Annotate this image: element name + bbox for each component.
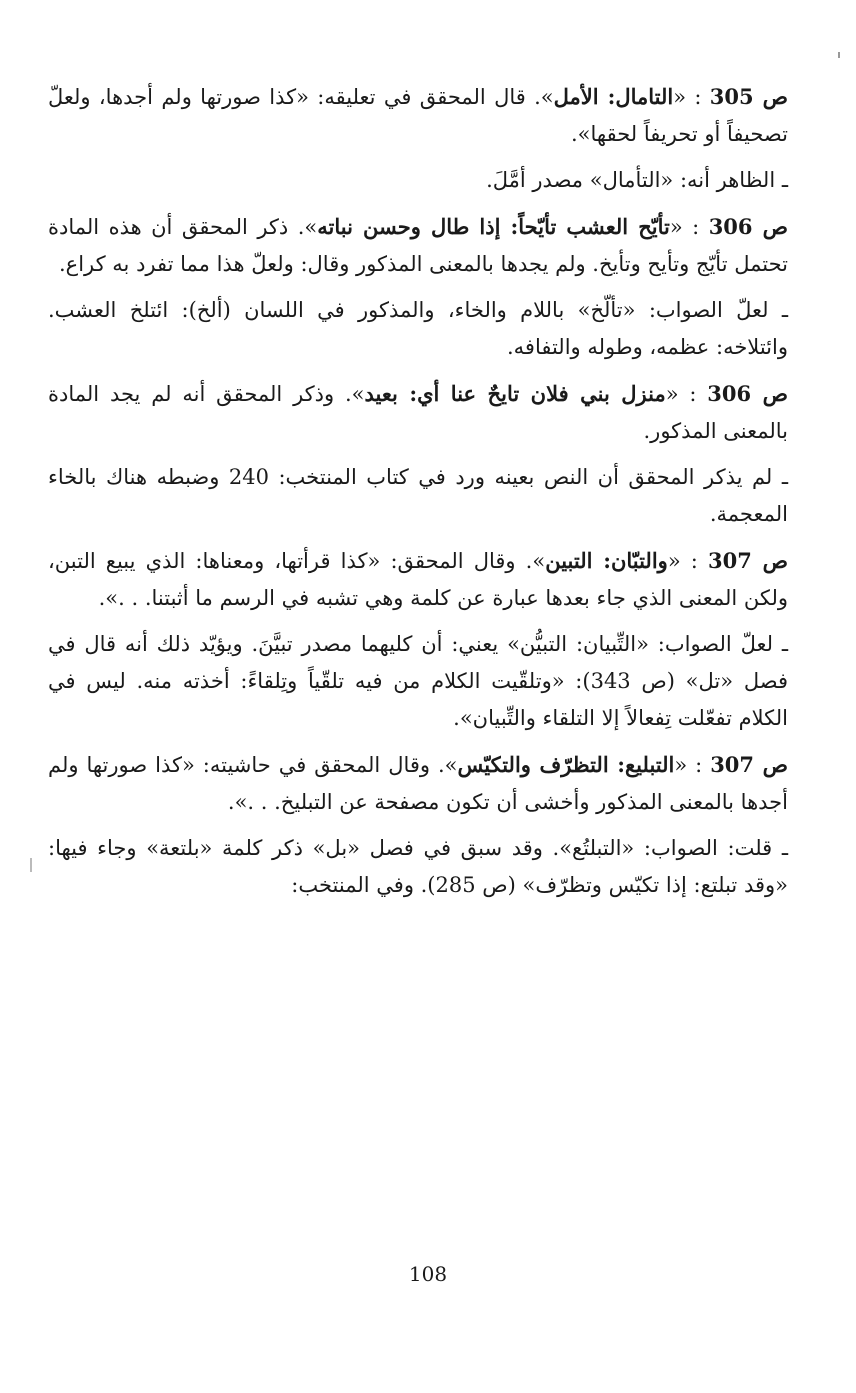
entry-paragraph: ص 307 : «والتبّان: التبين». وقال المحقق: «كذا قرأتها، ومعناها: الذي يبيع التبن، ولكن المعنى الذي جاء بعدها عبارة عن كلمة وهي تشبه في الرسم ما أثبتنا. . .».: [48, 548, 788, 610]
page-reference: ص 307: [710, 752, 788, 777]
page-number: 108: [408, 1262, 448, 1286]
page-reference: ص 305: [709, 84, 788, 109]
headword: تأيّح العشب تأيّحاً: إذا طال وحسن نباته: [317, 214, 670, 239]
comment-paragraph: ـ لعلّ الصواب: «تألّخ» باللام والخاء، والمذكور في اللسان (ألخ): ائتلخ العشب. وائتلاخه: عظمه، وطوله والتفافه.: [48, 298, 788, 359]
scan-mark: [838, 52, 840, 58]
comment-paragraph: ـ لم يذكر المحقق أن النص بعينه ورد في كتاب المنتخب: 240 وضبطه هناك بالخاء المعجمة.: [48, 465, 788, 526]
comment-paragraph: ـ الظاهر أنه: «التأمال» مصدر أمَّلَ.: [486, 168, 788, 192]
comment-paragraph: ـ لعلّ الصواب: «التِّبيان: التبيُّن» يعني: أن كليهما مصدر تبيَّنَ. ويؤيّد ذلك أنه قال في فصل «تل» (ص 343): «وتلقّيت الكلام من فيه تلقّياً وتِلقاءً: أخذته منه. ليس في الكلام تفعّلت تِفعالاً إلا التلقاء والتِّبيان».: [48, 632, 788, 730]
page-reference: ص 306: [707, 381, 788, 406]
entry-paragraph: ص 306 : «منزل بني فلان تايحٌ عنا أي: بعيد». وذكر المحقق أنه لم يجد المادة بالمعنى المذكور.: [48, 381, 788, 443]
entry-paragraph: ص 307 : «التبليع: التظرّف والتكيّس». وقال المحقق في حاشيته: «كذا صورتها ولم أجدها بالمعنى المذكور وأخشى أن تكون مصفحة عن التبليخ. . .».: [48, 752, 788, 814]
headword: منزل بني فلان تايحٌ عنا أي: بعيد: [364, 381, 666, 406]
page-reference: ص 307: [707, 548, 788, 573]
scan-mark: [30, 858, 32, 872]
entry-paragraph: ص 305 : «التامال: الأمل». قال المحقق في تعليقه: «كذا صورتها ولم أجدها، ولعلّ تصحيفاً أو تحريفاً لحقها».: [48, 84, 788, 146]
entry-paragraph: ص 306 : «تأيّح العشب تأيّحاً: إذا طال وحسن نباته». ذكر المحقق أن هذه المادة تحتمل تأيّج وتأيح وتأيخ. ولم يجدها بالمعنى المذكور وقال: ولعلّ هذا مما تفرد به كراع.: [48, 214, 789, 276]
headword: التبليع: التظرّف والتكيّس: [457, 752, 675, 777]
headword: التامال: الأمل: [553, 84, 674, 109]
page-body: [48, 78, 788, 913]
page-reference: ص 306: [708, 214, 789, 239]
comment-paragraph: ـ قلت: الصواب: «التبلتُع». وقد سبق في فصل «بل» ذكر كلمة «بلتعة» وجاء فيها: «وقد تبلتع: إذا تكيّس وتظرّف» (ص 285). وفي المنتخب:: [48, 836, 788, 897]
headword: والتبّان: التبين: [545, 548, 668, 573]
